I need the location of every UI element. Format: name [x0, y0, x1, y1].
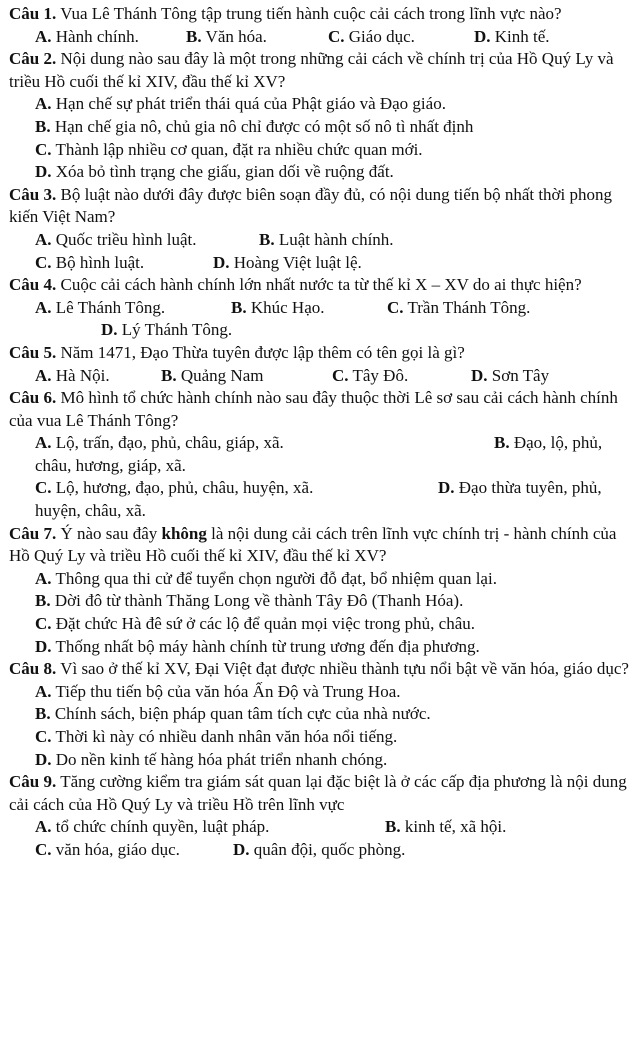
option-d: D. Do nền kinh tế hàng hóa phát triển nhanh chóng. [35, 749, 388, 769]
option-a: A. Lê Thánh Tông. [35, 297, 166, 317]
options-row [9, 816, 632, 839]
options-block [9, 297, 632, 320]
option-d: D. Sơn Tây [471, 365, 550, 385]
question-text: Cuộc cải cách hành chính lớn nhất nước ta từ thế kỉ X – XV do ai thực hiện? [60, 275, 582, 295]
question-4 [9, 274, 632, 297]
option-a: A. Thông qua thi cử để tuyển chọn người đỗ đạt, bổ nhiệm quan lại. [35, 568, 497, 588]
question-text: Năm 1471, Đạo Thừa tuyên được lập thêm có tên gọi là gì? [60, 342, 465, 362]
option-c: C. Lộ, hương, đạo, phủ, châu, huyện, xã. [35, 478, 314, 498]
option-a: A. Quốc triều hình luật. [35, 229, 197, 249]
option-b: B. Đạo, lộ, phủ, châu, hương, giáp, xã. [35, 433, 603, 475]
question-text: Ý nào sau đây không là nội dung cải cách trên lĩnh vực chính trị - hành chính của Hồ Quý Ly và triều Hồ cuối thế kỉ XIV, đầu thế kỉ XV? [9, 523, 617, 566]
question-text: Nội dung nào sau đây là một trong những cải cách về chính trị của Hồ Quý Ly và triều Hồ cuối thế kỉ XIV, đầu thế kỉ XV? [9, 49, 614, 91]
question-5 [9, 342, 632, 365]
option-b: B. kinh tế, xã hội. [385, 817, 507, 837]
question-number: Câu 8. [9, 659, 57, 679]
option-c: C. Thành lập nhiều cơ quan, đặt ra nhiều chức quan mới. [35, 139, 423, 159]
option-a: A. Lộ, trấn, đạo, phủ, châu, giáp, xã. [35, 433, 284, 453]
option-b: B. Văn hóa. [186, 26, 267, 46]
question-1 [9, 3, 632, 26]
option-d: D. Đạo thừa tuyên, phủ, huyện, châu, xã. [35, 478, 602, 521]
question-text: Vua Lê Thánh Tông tập trung tiến hành cuộc cải cách trong lĩnh vực nào? [60, 4, 562, 23]
option-d: D. Hoàng Việt luật lệ. [213, 252, 362, 272]
options-row [9, 26, 632, 49]
question-6 [9, 387, 632, 432]
options-block [9, 477, 632, 522]
option-b: B. Khúc Hạo. [231, 297, 325, 317]
question-8 [9, 658, 632, 681]
question-number: Câu 9. [9, 772, 57, 792]
option-d: D. quân đội, quốc phòng. [233, 839, 406, 859]
question-2 [9, 48, 632, 93]
emphasis-not: không [161, 523, 207, 543]
option-c: C. Trần Thánh Tông. [387, 297, 531, 317]
options-row [9, 229, 632, 252]
option-d: D. Xóa bỏ tình trạng che giấu, gian dối về ruộng đất. [35, 162, 394, 182]
question-number: Câu 2. [9, 49, 57, 69]
option-c: C. Tây Đô. [332, 365, 409, 385]
question-number: Câu 7. [9, 523, 57, 543]
option-a: A. Hạn chế sự phát triển thái quá của Phật giáo và Đạo giáo. [35, 94, 446, 114]
option-d: D. Kinh tế. [474, 26, 550, 46]
question-number: Câu 4. [9, 275, 57, 295]
question-9 [9, 771, 632, 816]
option-b: B. Chính sách, biện pháp quan tâm tích cực của nhà nước. [35, 704, 431, 724]
option-b: B. Quảng Nam [161, 365, 264, 385]
option-c: C. văn hóa, giáo dục. [35, 839, 180, 859]
options-block [9, 432, 632, 477]
question-3 [9, 184, 632, 229]
option-b: B. Dời đô từ thành Thăng Long về thành Tây Đô (Thanh Hóa). [35, 591, 464, 611]
option-b: B. Luật hành chính. [259, 229, 394, 249]
option-c: C. Giáo dục. [328, 26, 415, 46]
option-d: D. Thống nhất bộ máy hành chính từ trung ương đến địa phương. [35, 636, 480, 656]
option-d: D. Lý Thánh Tông. [101, 320, 233, 340]
question-number: Câu 5. [9, 342, 57, 362]
option-c: C. Thời kì này có nhiều danh nhân văn hóa nổi tiếng. [35, 727, 398, 746]
options-row [9, 365, 632, 388]
option-a: A. tổ chức chính quyền, luật pháp. [35, 817, 270, 837]
question-7 [9, 523, 632, 568]
option-c: C. Đặt chức Hà đê sứ ở các lộ để quản mọi việc trong phủ, châu. [35, 614, 476, 634]
option-c: C. Bộ hình luật. [35, 252, 145, 272]
question-number: Câu 3. [9, 184, 57, 204]
options-row [9, 252, 632, 275]
option-a: A. Hành chính. [35, 26, 139, 46]
question-text: Mô hình tổ chức hành chính nào sau đây thuộc thời Lê sơ sau cải cách hành chính của vua Lê Thánh Tông? [9, 388, 618, 430]
question-text: Tăng cường kiểm tra giám sát quan lại đặc biệt là ở các cấp địa phương là nội dung cải cách của Hồ Quý Ly và triều Hồ trên lĩnh vực [9, 772, 627, 814]
option-d-line [9, 319, 632, 342]
question-text: Vì sao ở thế kỉ XV, Đại Việt đạt được nhiều thành tựu nổi bật về văn hóa, giáo dục? [60, 659, 629, 679]
options-row [9, 839, 632, 862]
question-text: Bộ luật nào dưới đây được biên soạn đầy đủ, có nội dung tiến bộ nhất thời phong kiến Việt Nam? [9, 184, 613, 227]
question-number: Câu 1. [9, 4, 57, 23]
option-b: B. Hạn chế gia nô, chủ gia nô chỉ được có một số nô tì nhất định [35, 116, 474, 136]
option-a: A. Hà Nội. [35, 365, 110, 385]
option-a: A. Tiếp thu tiến bộ của văn hóa Ấn Độ và Trung Hoa. [35, 681, 401, 701]
question-number: Câu 6. [9, 388, 57, 408]
